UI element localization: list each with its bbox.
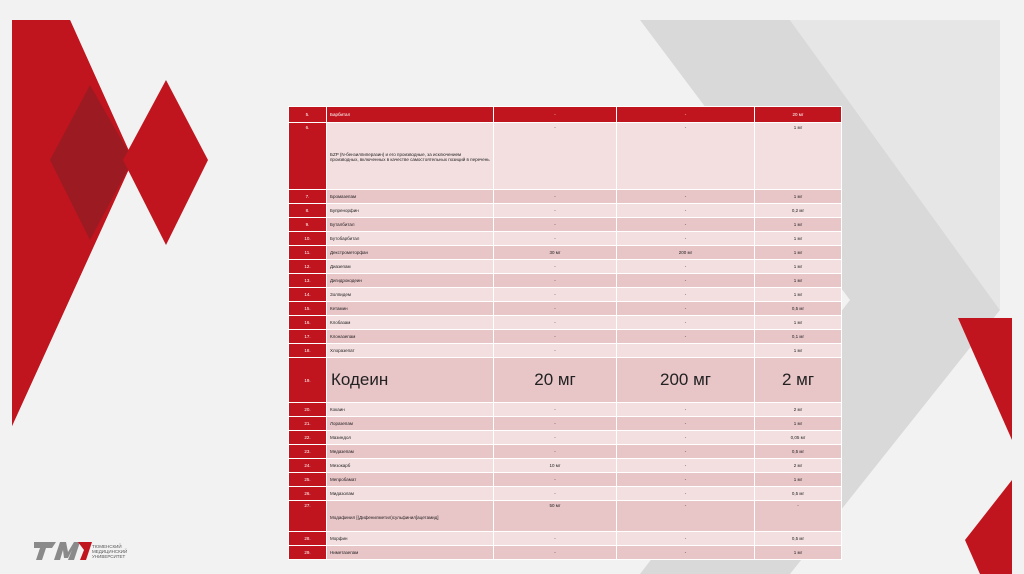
- row-number: 17.: [289, 330, 327, 344]
- value-col-1: -: [494, 344, 617, 358]
- value-col-2: -: [617, 459, 755, 473]
- row-number: 6.: [289, 123, 327, 190]
- value-col-1: -: [494, 302, 617, 316]
- value-col-1: 10 мг: [494, 459, 617, 473]
- row-number: 22.: [289, 431, 327, 445]
- table-row: [289, 459, 842, 473]
- value-col-3: 1 мг: [755, 546, 842, 560]
- table-row: [289, 274, 842, 288]
- value-col-3: 1 мг: [755, 246, 842, 260]
- substance-name: Барбитал: [327, 107, 494, 123]
- row-number: 18.: [289, 344, 327, 358]
- row-number: 8.: [289, 204, 327, 218]
- value-col-3: 0,5 мг: [755, 532, 842, 546]
- value-col-3: 1 мг: [755, 123, 842, 190]
- value-col-1: -: [494, 532, 617, 546]
- substance-name: Кодеин: [327, 358, 494, 403]
- value-col-2: -: [617, 330, 755, 344]
- value-col-3: -: [755, 501, 842, 532]
- value-col-1: -: [494, 218, 617, 232]
- value-col-3: 0,1 мг: [755, 330, 842, 344]
- row-number: 13.: [289, 274, 327, 288]
- substance-name: Мезокарб: [327, 459, 494, 473]
- row-number: 19.: [289, 358, 327, 403]
- table-row: [289, 417, 842, 431]
- table-row: [289, 246, 842, 260]
- value-col-2: -: [617, 123, 755, 190]
- table-row: [289, 487, 842, 501]
- value-col-2: -: [617, 473, 755, 487]
- substance-name: Клобазам: [327, 316, 494, 330]
- row-number: 15.: [289, 302, 327, 316]
- university-logo-caption: ТЮМЕНСКИЙ МЕДИЦИНСКИЙ УНИВЕРСИТЕТ: [92, 544, 128, 559]
- value-col-2: -: [617, 501, 755, 532]
- value-col-1: 50 мг: [494, 501, 617, 532]
- value-col-3: 1 мг: [755, 190, 842, 204]
- row-number: 11.: [289, 246, 327, 260]
- substance-name: Мепробамат: [327, 473, 494, 487]
- university-logo-icon: [34, 538, 92, 562]
- row-number: 14.: [289, 288, 327, 302]
- value-col-2: 200 мг: [617, 246, 755, 260]
- substance-name: Бромазепам: [327, 190, 494, 204]
- value-col-2: 200 мг: [617, 358, 755, 403]
- row-number: 21.: [289, 417, 327, 431]
- substance-name: Лоразепам: [327, 417, 494, 431]
- table-row: [289, 218, 842, 232]
- table-row: [289, 330, 842, 344]
- row-number: 25.: [289, 473, 327, 487]
- value-col-2: -: [617, 445, 755, 459]
- value-col-2: -: [617, 218, 755, 232]
- red-bottom-right-shape: [965, 480, 1012, 574]
- row-number: 5.: [289, 107, 327, 123]
- substance-name: Клоназепам: [327, 330, 494, 344]
- value-col-2: -: [617, 274, 755, 288]
- substance-name: Мазиндол: [327, 431, 494, 445]
- value-col-1: -: [494, 403, 617, 417]
- value-col-3: 0,5 мг: [755, 302, 842, 316]
- substance-name: Бутобарбитал: [327, 232, 494, 246]
- value-col-1: -: [494, 330, 617, 344]
- value-col-1: -: [494, 260, 617, 274]
- row-number: 27.: [289, 501, 327, 532]
- table-row: [289, 316, 842, 330]
- row-number: 16.: [289, 316, 327, 330]
- substance-name: Морфин: [327, 532, 494, 546]
- value-col-3: 2 мг: [755, 403, 842, 417]
- value-col-3: 0,5 мг: [755, 445, 842, 459]
- row-number: 9.: [289, 218, 327, 232]
- value-col-2: -: [617, 546, 755, 560]
- value-col-3: 1 мг: [755, 260, 842, 274]
- row-number: 20.: [289, 403, 327, 417]
- value-col-3: 0,05 мг: [755, 431, 842, 445]
- value-col-3: 1 мг: [755, 417, 842, 431]
- row-number: 7.: [289, 190, 327, 204]
- table-row: [289, 288, 842, 302]
- value-col-3: 1 мг: [755, 344, 842, 358]
- value-col-2: -: [617, 288, 755, 302]
- value-col-3: 2 мг: [755, 358, 842, 403]
- value-col-2: -: [617, 260, 755, 274]
- value-col-2: -: [617, 487, 755, 501]
- value-col-1: -: [494, 123, 617, 190]
- value-col-2: -: [617, 417, 755, 431]
- value-col-1: -: [494, 546, 617, 560]
- value-col-2: -: [617, 302, 755, 316]
- table-row: [289, 501, 842, 532]
- red-diamond-shape: [123, 80, 208, 245]
- table-row: [289, 403, 842, 417]
- value-col-1: 20 мг: [494, 358, 617, 403]
- value-col-3: 1 мг: [755, 316, 842, 330]
- table-row: [289, 107, 842, 123]
- value-col-1: -: [494, 274, 617, 288]
- table-row: [289, 302, 842, 316]
- value-col-3: 2 мг: [755, 459, 842, 473]
- substance-name: БZP (N-бензилпиперазин) и его производные, за исключением производных, включенных в качестве самостоятельных позиций в перечень: [327, 123, 494, 190]
- substance-name: Буталбитал: [327, 218, 494, 232]
- table-row: [289, 358, 842, 403]
- substance-name: Кокаин: [327, 403, 494, 417]
- value-col-2: -: [617, 232, 755, 246]
- value-col-3: 1 мг: [755, 473, 842, 487]
- table-row: [289, 445, 842, 459]
- value-col-1: -: [494, 445, 617, 459]
- value-col-1: -: [494, 417, 617, 431]
- table-row: [289, 123, 842, 190]
- table-row: [289, 204, 842, 218]
- value-col-1: -: [494, 232, 617, 246]
- value-col-2: -: [617, 204, 755, 218]
- value-col-1: -: [494, 316, 617, 330]
- value-col-2: -: [617, 532, 755, 546]
- table-row: [289, 344, 842, 358]
- substance-name: Медазепам: [327, 445, 494, 459]
- row-number: 26.: [289, 487, 327, 501]
- value-col-3: 1 мг: [755, 218, 842, 232]
- value-col-2: -: [617, 316, 755, 330]
- value-col-1: -: [494, 288, 617, 302]
- row-number: 24.: [289, 459, 327, 473]
- value-col-1: -: [494, 473, 617, 487]
- value-col-2: -: [617, 107, 755, 123]
- value-col-2: -: [617, 190, 755, 204]
- value-col-1: -: [494, 107, 617, 123]
- value-col-2: -: [617, 431, 755, 445]
- substance-name: Модафинил [(Дифенилметил)сульфинил]ацетамид]: [327, 501, 494, 532]
- value-col-3: 0,5 мг: [755, 487, 842, 501]
- value-col-2: [617, 344, 755, 358]
- value-col-1: -: [494, 190, 617, 204]
- substance-name: Диазепам: [327, 260, 494, 274]
- substances-table: [288, 106, 842, 560]
- substance-name: Бупренорфин: [327, 204, 494, 218]
- value-col-3: 0,2 мг: [755, 204, 842, 218]
- value-col-3: 1 мг: [755, 288, 842, 302]
- table-row: [289, 546, 842, 560]
- value-col-3: 1 мг: [755, 274, 842, 288]
- row-number: 10.: [289, 232, 327, 246]
- value-col-2: -: [617, 403, 755, 417]
- table-row: [289, 431, 842, 445]
- value-col-3: 20 мг: [755, 107, 842, 123]
- table-row: [289, 190, 842, 204]
- substance-name: Дигидрокодеин: [327, 274, 494, 288]
- table-row: [289, 260, 842, 274]
- value-col-3: 1 мг: [755, 232, 842, 246]
- row-number: 28.: [289, 532, 327, 546]
- row-number: 29.: [289, 546, 327, 560]
- row-number: 23.: [289, 445, 327, 459]
- value-col-1: -: [494, 487, 617, 501]
- substance-name: Золпидем: [327, 288, 494, 302]
- substance-name: Декстрометорфан: [327, 246, 494, 260]
- value-col-1: -: [494, 204, 617, 218]
- row-number: 12.: [289, 260, 327, 274]
- table-row: [289, 473, 842, 487]
- substance-name: Кетамин: [327, 302, 494, 316]
- table-row: [289, 532, 842, 546]
- value-col-1: -: [494, 431, 617, 445]
- substance-name: Мидазолам: [327, 487, 494, 501]
- value-col-1: 30 мг: [494, 246, 617, 260]
- substances-table-container: [288, 106, 818, 560]
- substance-name: Хлоразепат: [327, 344, 494, 358]
- substance-name: Ниметазепам: [327, 546, 494, 560]
- table-row: [289, 232, 842, 246]
